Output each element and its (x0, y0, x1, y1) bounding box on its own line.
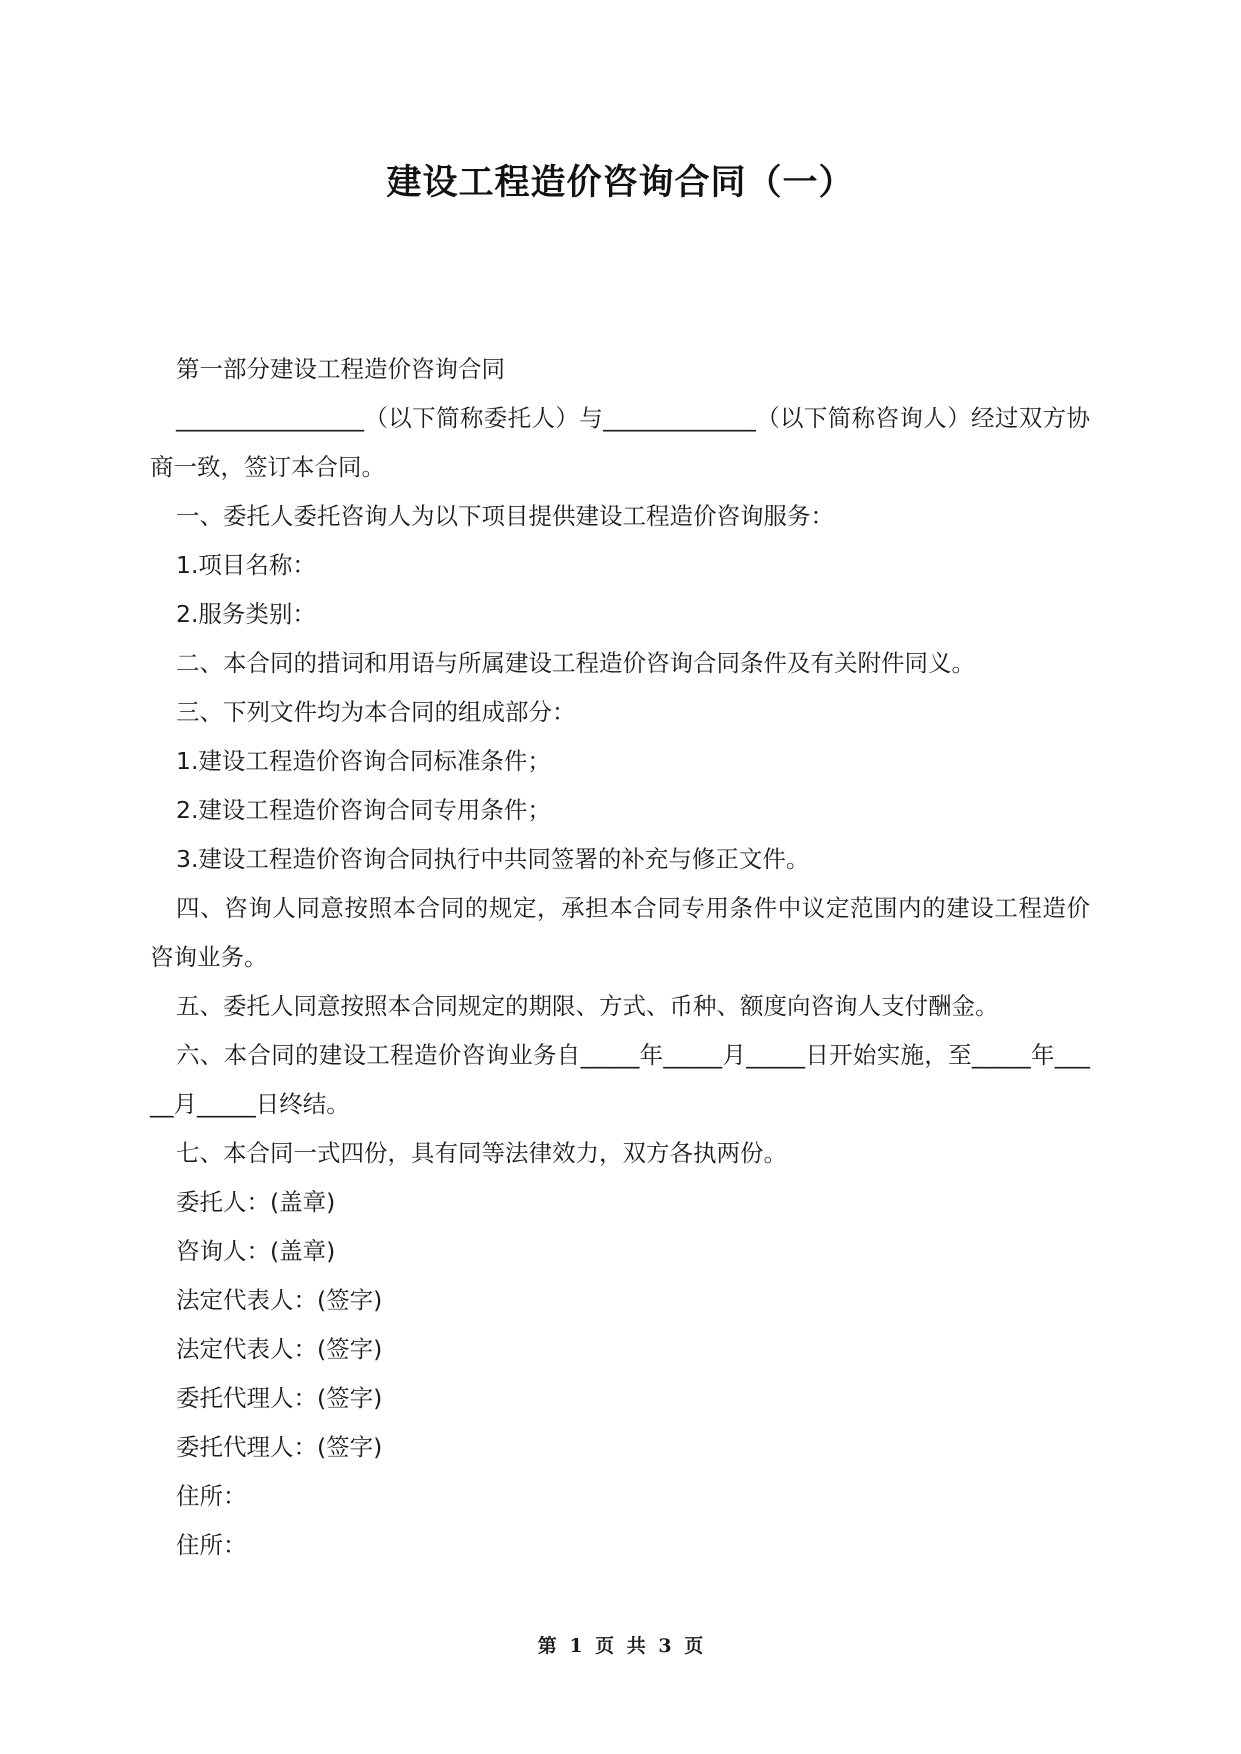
signature-consultant-seal: 咨询人：(盖章) (176, 1237, 336, 1265)
signature-legal-rep-2: 法定代表人：(签字) (176, 1335, 383, 1363)
signature-agent-1: 委托代理人：(签字) (176, 1384, 383, 1412)
signature-client-seal: 委托人：(盖章) (176, 1188, 336, 1216)
document-body (150, 345, 1090, 1570)
paragraph-project-name: 1.项目名称： (176, 551, 316, 579)
paragraph-doc-item-1: 1.建设工程造价咨询合同标准条件； (176, 747, 551, 775)
paragraph-clause-6: 六、本合同的建设工程造价咨询业务自_____年_____月_____日开始实施，至_____年_____月_____日终结。 (150, 1041, 1090, 1118)
paragraph-clause-4: 四、咨询人同意按照本合同的规定，承担本合同专用条件中议定范围内的建设工程造价咨询业务。 (150, 894, 1090, 971)
paragraph-doc-item-3: 3.建设工程造价咨询合同执行中共同签署的补充与修正文件。 (176, 845, 810, 873)
address-2: 住所： (176, 1531, 247, 1559)
paragraph-service-type: 2.服务类别： (176, 600, 316, 628)
paragraph-clause-1: 一、委托人委托咨询人为以下项目提供建设工程造价咨询服务： (176, 502, 834, 530)
paragraph-doc-item-2: 2.建设工程造价咨询合同专用条件； (176, 796, 551, 824)
signature-agent-2: 委托代理人：(签字) (176, 1433, 383, 1461)
paragraph-clause-2: 二、本合同的措词和用语与所属建设工程造价咨询合同条件及有关附件同义。 (176, 649, 975, 677)
page-number-footer: 第 1 页 共 3 页 (537, 1635, 704, 1657)
paragraph-parties: ________________（以下简称委托人）与_____________（以下简称咨询人）经过双方协商一致，签订本合同。 (150, 404, 1090, 481)
paragraph-clause-7: 七、本合同一式四份，具有同等法律效力，双方各执两份。 (176, 1139, 787, 1167)
document-title: 建设工程造价咨询合同（一） (386, 163, 855, 203)
paragraph-clause-3: 三、下列文件均为本合同的组成部分： (176, 698, 576, 726)
paragraph-clause-5: 五、委托人同意按照本合同规定的期限、方式、币种、额度向咨询人支付酬金。 (176, 992, 999, 1020)
signature-legal-rep-1: 法定代表人：(签字) (176, 1286, 383, 1314)
paragraph-part-heading: 第一部分建设工程造价咨询合同 (176, 355, 505, 383)
address-1: 住所： (176, 1482, 247, 1510)
